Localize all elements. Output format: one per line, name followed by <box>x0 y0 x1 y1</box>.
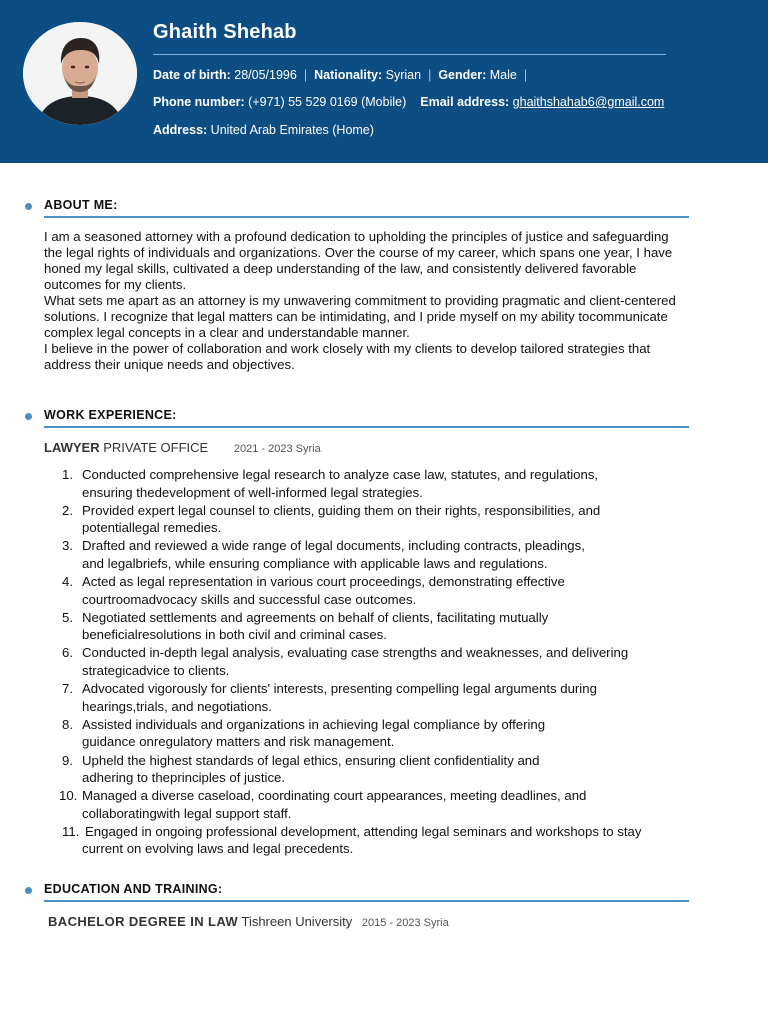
education-title: EDUCATION AND TRAINING: <box>44 882 223 896</box>
section-divider <box>44 216 689 218</box>
job-employer: PRIVATE OFFICE <box>103 440 209 455</box>
dob-value: 28/05/1996 <box>234 68 297 82</box>
item-text: Assisted individuals and organizations in achieving legal compliance by offering <box>82 716 546 732</box>
header-divider <box>153 54 666 55</box>
item-text-cont: beneficialresolutions in both civil and criminal cases. <box>82 627 387 643</box>
list-item <box>62 466 712 501</box>
item-number: 11. <box>62 823 80 839</box>
section-bullet-icon <box>25 203 32 210</box>
item-text-cont: and legalbriefs, while ensuring compliance with applicable laws and regulations. <box>82 555 548 571</box>
section-bullet-icon <box>25 887 32 894</box>
item-text-cont: collaboratingwith legal support staff. <box>82 805 292 821</box>
item-text-cont: potentiallegal remedies. <box>82 520 222 536</box>
about-text <box>44 229 684 373</box>
job-entry <box>44 440 321 455</box>
item-text: Upheld the highest standards of legal ethics, ensuring client confidentiality and <box>82 752 540 768</box>
item-number: 3. <box>62 538 73 554</box>
item-number: 2. <box>62 502 73 518</box>
job-meta: 2021 - 2023 Syria <box>233 443 321 455</box>
item-number: 8. <box>62 716 73 732</box>
item-text-cont: guidance onregulatory matters and risk management. <box>82 734 395 750</box>
phone-label: Phone number: <box>153 95 245 109</box>
section-divider <box>44 900 689 902</box>
item-text: Conducted in-depth legal analysis, evaluating case strengths and weaknesses, and delivering <box>82 645 629 661</box>
item-text-cont: courtroomadvocacy skills and successful case outcomes. <box>82 591 417 607</box>
address-line <box>153 123 374 137</box>
gender-label: Gender: <box>438 68 487 82</box>
about-title: ABOUT ME: <box>44 198 118 212</box>
item-text: Provided expert legal counsel to clients, guiding them on their rights, responsibilities, and <box>82 502 601 518</box>
list-item <box>62 537 712 572</box>
education-entry <box>48 914 449 929</box>
item-number: 9. <box>62 752 73 768</box>
dob-label: Date of birth: <box>153 68 231 82</box>
degree: BACHELOR DEGREE IN LAW <box>48 914 239 929</box>
about-paragraph: What sets me apart as an attorney is my unwavering commitment to providing pragmatic and client-centered solutions. I recognize that legal matters can be intimidating, and I pride myself on my ability tocommunicate complex legal concepts in a clear and understandable manner. <box>44 293 676 340</box>
section-divider <box>44 426 689 428</box>
item-text-cont: strategicadvice to clients. <box>82 662 230 678</box>
nationality-value: Syrian <box>385 68 422 82</box>
list-item <box>62 716 712 751</box>
personal-info-line <box>153 68 534 82</box>
email-link[interactable]: ghaithshahab6@gmail.com <box>512 95 665 109</box>
item-text: Managed a diverse caseload, coordinating court appearances, meeting deadlines, and <box>82 788 587 804</box>
item-number: 1. <box>62 467 73 482</box>
item-text: Drafted and reviewed a wide range of legal documents, including contracts, pleadings, <box>82 538 585 554</box>
item-number: 4. <box>62 574 73 590</box>
header-banner <box>0 0 768 163</box>
gender-value: Male <box>489 68 517 82</box>
about-paragraph: I am a seasoned attorney with a profound dedication to upholding the principles of justice and safeguarding the legal rights of individuals and organizations. Over the course of my career, which spans one year, I have honed my legal skills, cultivated a deep understanding of the law, and consistently delivered favorable outcomes for my clients. <box>44 229 673 292</box>
school: Tishreen University <box>241 914 353 929</box>
list-item <box>62 502 712 537</box>
item-number: 6. <box>62 645 73 661</box>
list-item <box>62 644 712 679</box>
item-number: 7. <box>62 681 73 697</box>
contact-info-line <box>153 95 664 109</box>
about-paragraph: I believe in the power of collaboration and work closely with my clients to develop tailored strategies that address their unique needs and objectives. <box>44 341 651 372</box>
item-number: 10. <box>59 788 78 804</box>
job-role: LAWYER <box>44 440 100 455</box>
list-item <box>62 752 712 787</box>
item-text: Engaged in ongoing professional development, attending legal seminars and workshops to stay <box>85 823 642 839</box>
separator: | <box>303 68 308 82</box>
item-text: Advocated vigorously for clients' interests, presenting compelling legal arguments during <box>82 681 597 697</box>
profile-photo <box>23 22 137 125</box>
list-item <box>62 573 712 608</box>
section-bullet-icon <box>25 413 32 420</box>
list-item <box>59 787 712 822</box>
address-value: United Arab Emirates (Home) <box>210 123 374 137</box>
candidate-name: Ghaith Shehab <box>153 21 297 43</box>
item-number: 5. <box>62 609 73 625</box>
nationality-label: Nationality: <box>314 68 383 82</box>
separator: | <box>428 68 432 82</box>
item-text-cont: adhering to theprinciples of justice. <box>82 770 286 785</box>
list-item <box>62 609 712 644</box>
profile-photo-image <box>23 22 137 125</box>
item-text-cont: current on evolving laws and legal precedents. <box>82 841 354 857</box>
item-text: Negotiated settlements and agreements on behalf of clients, facilitating mutually <box>82 609 549 625</box>
address-label: Address: <box>153 123 208 137</box>
phone-value: (+971) 55 529 0169 (Mobile) <box>248 95 407 109</box>
item-text: Conducted comprehensive legal research to analyze case law, statutes, and regulations, <box>82 467 599 482</box>
separator: | <box>523 68 528 82</box>
email-label: Email address: <box>420 95 510 109</box>
duties-list <box>59 466 712 859</box>
item-text-cont: hearings,trials, and negotiations. <box>82 698 272 714</box>
item-text-cont: ensuring thedevelopment of well-informed legal strategies. <box>82 484 423 500</box>
work-title: WORK EXPERIENCE: <box>44 408 177 422</box>
list-item <box>62 823 712 858</box>
list-item <box>62 680 712 715</box>
item-text: Acted as legal representation in various court proceedings, demonstrating effective <box>82 574 565 590</box>
education-meta: 2015 - 2023 Syria <box>361 917 449 929</box>
